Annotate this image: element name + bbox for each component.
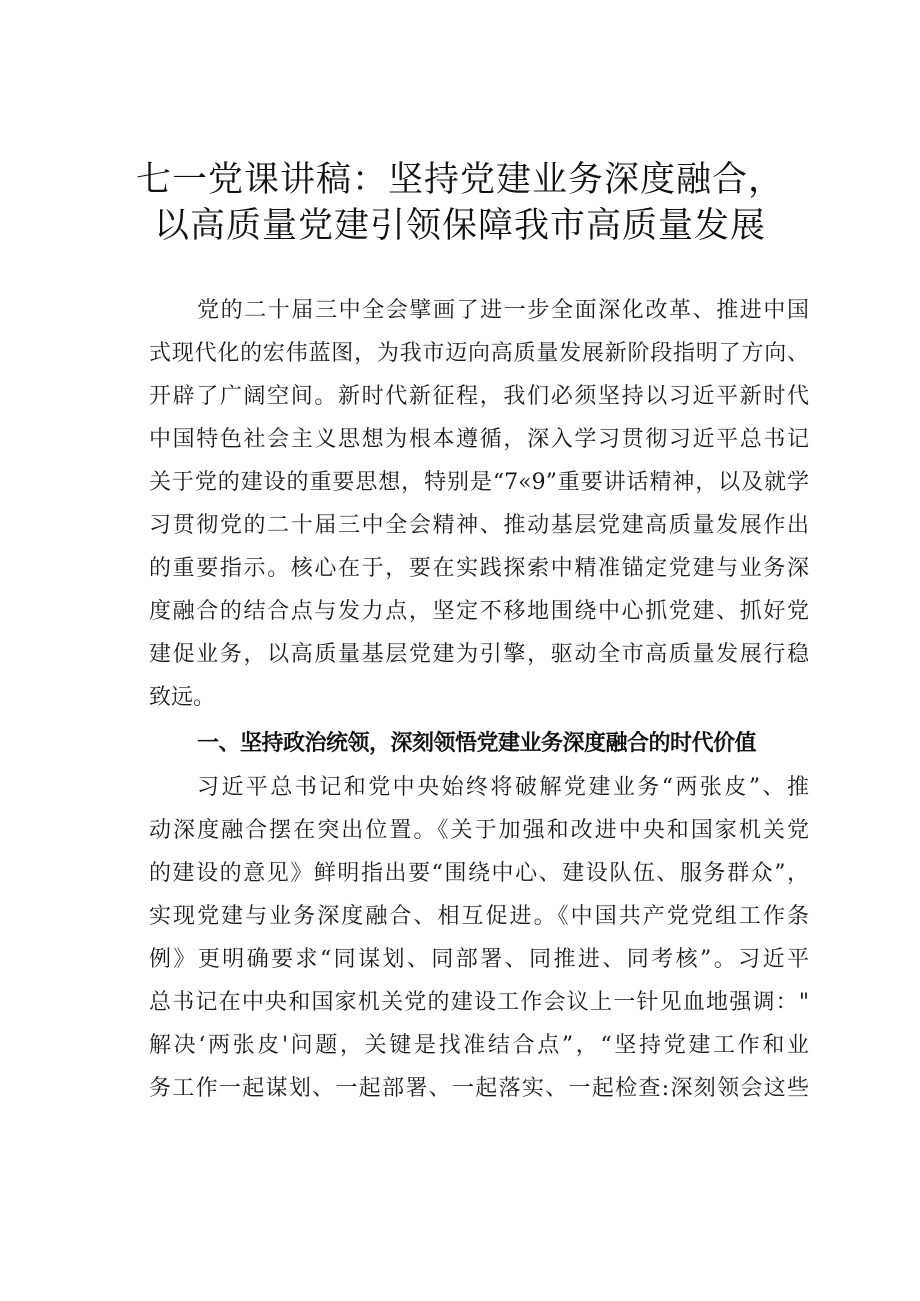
paragraph-2-line: 的建设的意见》鲜明指出要“围绕中心、建设队伍、服务群众”，: [149, 861, 809, 886]
paragraph-1-line: 式现代化的宏伟蓝图，为我市迈向高质量发展新阶段指明了方向、: [149, 341, 809, 366]
paragraph-1-line: 习贯彻党的二十届三中全会精神、推动基层党建高质量发展作出: [149, 513, 809, 538]
paragraph-2-line: 解决‘两张皮'问题，关键是找准结合点”，“坚持党建工作和业: [149, 1033, 809, 1058]
paragraph-2-line: 实现党建与业务深度融合、相互促进。《中国共产党党组工作条: [149, 904, 809, 929]
paragraph-1-line: 致远。: [149, 685, 216, 710]
document-title-line-1: 七一党课讲稿：坚持党建业务深度融合，: [135, 160, 784, 200]
document-title-line-2: 以高质量党建引领保障我市高质量发展: [153, 206, 766, 246]
section-1-heading: 一、坚持政治统领，深刻领悟党建业务深度融合的时代价值: [197, 731, 757, 756]
paragraph-1-line: 关于党的建设的重要思想，特别是“7«9”重要讲话精神，以及就学: [149, 470, 809, 495]
paragraph-2-line: 习近平总书记和党中央始终将破解党建业务“两张皮”、推: [197, 775, 809, 800]
paragraph-1-line: 开辟了广阔空间。新时代新征程，我们必须坚持以习近平新时代: [149, 384, 809, 409]
paragraph-1-line: 的重要指示。核心在于，要在实践探索中精准锚定党建与业务深: [149, 556, 809, 581]
paragraph-1-line: 度融合的结合点与发力点，坚定不移地围绕中心抓党建、抓好党: [149, 599, 809, 624]
paragraph-1-line: 建促业务，以高质量基层党建为引擎，驱动全市高质量发展行稳: [149, 642, 809, 667]
paragraph-2-line: 务工作一起谋划、一起部署、一起落实、一起检查:深刻领会这些: [149, 1076, 809, 1101]
paragraph-1-line: 中国特色社会主义思想为根本遵循，深入学习贯彻习近平总书记: [149, 427, 809, 452]
paragraph-2-line: 动深度融合摆在突出位置。《关于加强和改进中央和国家机关党: [149, 818, 809, 843]
paragraph-2-line: 例》更明确要求“同谋划、同部署、同推进、同考核”。习近平: [149, 947, 809, 972]
paragraph-1-line: 党的二十届三中全会擘画了进一步全面深化改革、推进中国: [197, 298, 809, 323]
paragraph-2-line: 总书记在中央和国家机关党的建设工作会议上一针见血地强调：": [149, 990, 809, 1015]
